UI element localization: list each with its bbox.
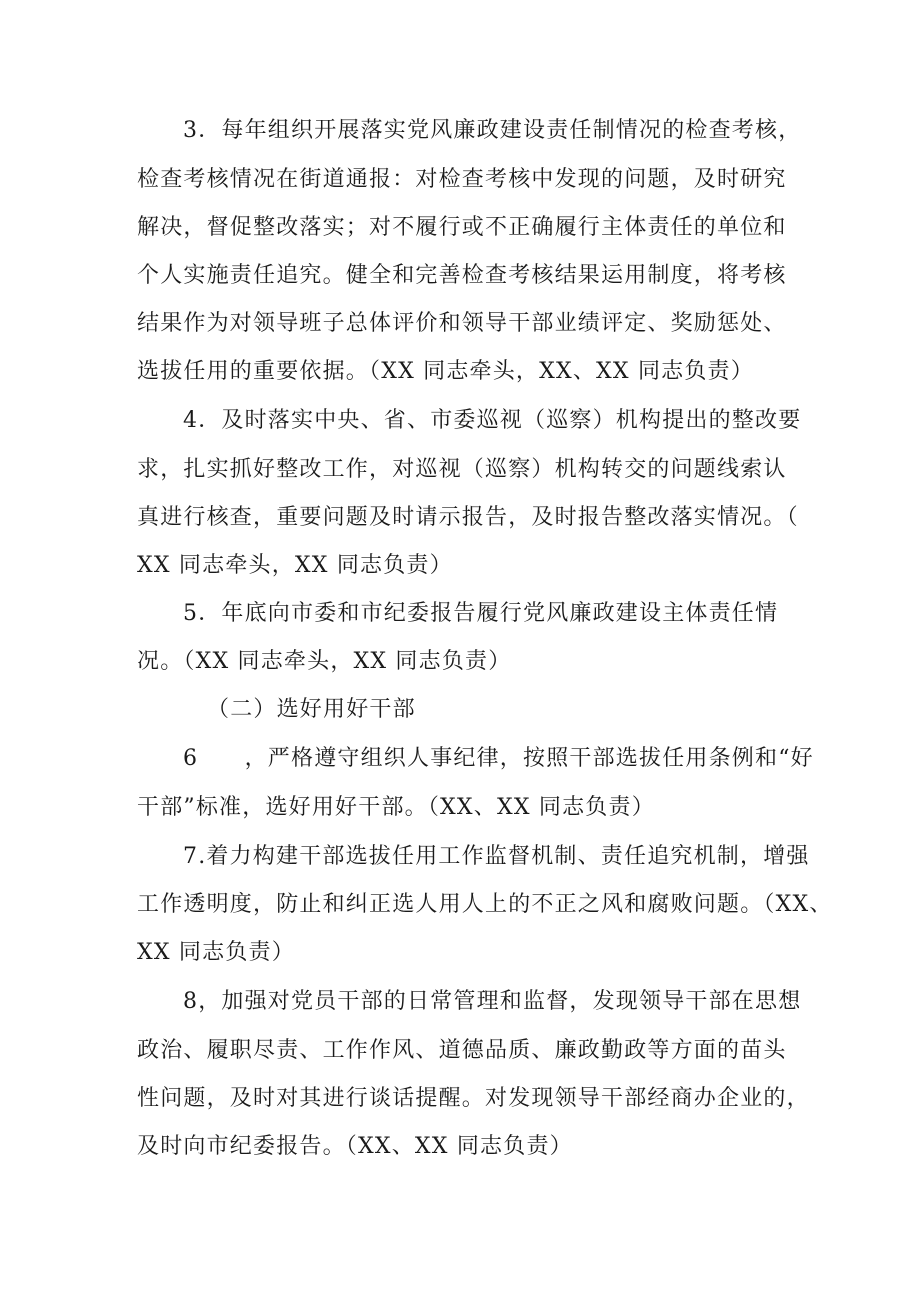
paragraph-line: 4．及时落实中央、省、市委巡视（巡察）机构提出的整改要 [183,408,802,433]
paragraph-line: 结果作为对领导班子总体评价和领导干部业绩评定、奖励惩处、 [137,311,787,336]
paragraph-line: 干部”标准，选好用好干部。（XX、XX 同志负责） [137,795,655,820]
paragraph-line: XX 同志负责） [137,940,295,965]
paragraph-line: 求，扎实抓好整改工作，对巡视（巡察）机构转交的问题线索认 [137,457,787,482]
paragraph-line: 8，加强对党员干部的日常管理和监督，发现领导干部在思想 [183,989,802,1014]
paragraph-line: 5．年底向市委和市纪委报告履行党风廉政建设主体责任情 [183,601,779,626]
paragraph-line: 及时向市纪委报告。（XX、XX 同志负责） [137,1134,573,1159]
paragraph-line: 解决，督促整改落实；对不履行或不正确履行主体责任的单位和 [137,215,787,240]
paragraph-line: 6 ，严格遵守组织人事纪律，按照干部选拔任用条例和“好 [183,746,814,771]
paragraph-line: 选拔任用的重要依据。（XX 同志牵头，XX、XX 同志负责） [137,359,754,384]
section-heading-text: （二）选好用好干部 [207,697,416,722]
paragraph-line: 政治、履职尽责、工作作风、道德品质、廉政勤政等方面的苗头 [137,1038,787,1063]
paragraph-line: XX 同志牵头，XX 同志负责） [137,553,453,578]
paragraph-line: 检查考核情况在街道通报：对检查考核中发现的问题，及时研究 [137,167,787,192]
paragraph-line: 真进行核查，重要问题及时请示报告，及时报告整改落实情况。（ [137,505,799,530]
paragraph-line: 况。（XX 同志牵头，XX 同志负责） [137,649,512,674]
paragraph-line: 3．每年组织开展落实党风廉政建设责任制情况的检查考核， [183,118,802,143]
paragraph-line: 工作透明度，防止和纠正选人用人上的不正之风和腐败问题。（XX、 [137,892,833,917]
paragraph-line: 个人实施责任追究。健全和完善检查考核结果运用制度，将考核 [137,263,787,288]
paragraph-line: 性问题，及时对其进行谈话提醒。对发现领导干部经商办企业的， [137,1086,810,1111]
paragraph-line: 7.着力构建干部选拔任用工作监督机制、责任追究机制，增强 [183,844,810,869]
